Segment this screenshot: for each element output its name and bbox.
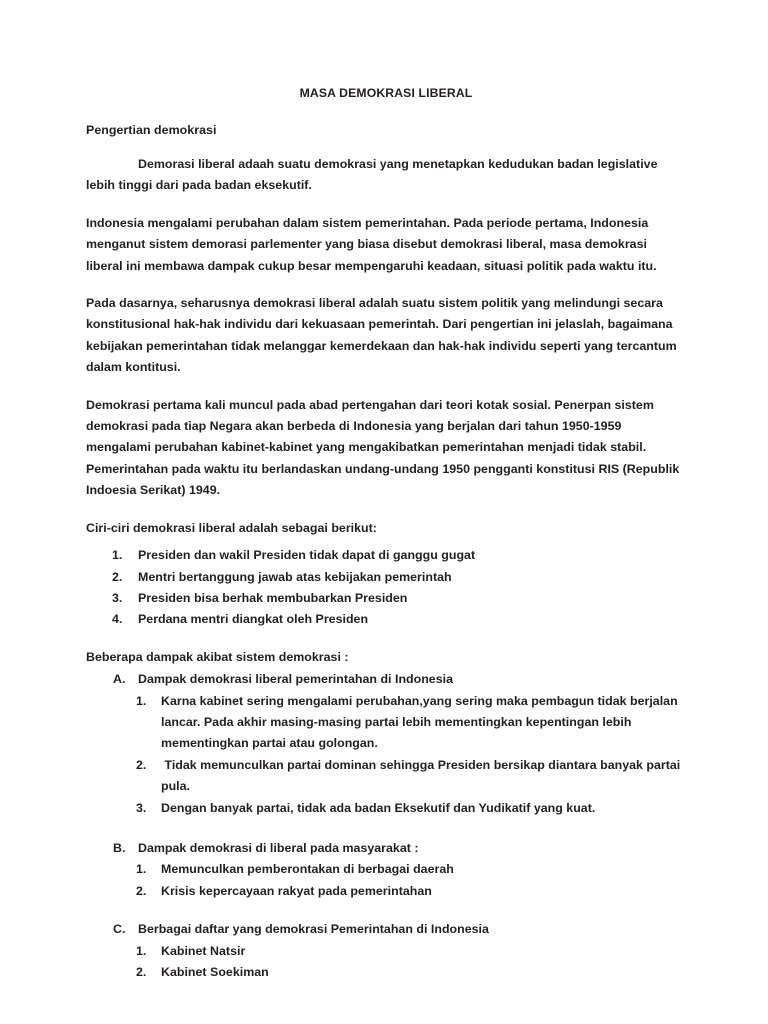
- list-marker: 2.: [136, 757, 147, 772]
- list-item: [86, 919, 686, 983]
- list-item-text: Tidak memunculkan partai dominan sehingga Presiden bersikap diantara banyak partai pula.: [161, 757, 684, 794]
- list-item-text: Mentri bertanggung jawab atas kebijakan pemerintah: [138, 569, 452, 584]
- list-item-text: Presiden dan wakil Presiden tidak dapat di ganggu gugat: [138, 548, 476, 563]
- paragraph-principles: Pada dasarnya, seharusnya demokrasi liberal adalah suatu sistem politik yang melindungi secara konstitusional hak-hak individu dari kekuasaan pemerintah. Dari pengertian ini jelaslah, bagaimana kebijakan pemerintahan tidak melanggar kemerdekaan dan hak-hak individu seperti yang tercantum dalam kontitusi.: [86, 296, 677, 375]
- list-marker: C.: [113, 922, 126, 937]
- paragraph-definition: Demorasi liberal adaah suatu demokrasi yang menetapkan kedudukan badan legislative lebih tinggi dari pada badan eksekutif.: [86, 157, 658, 193]
- list-item-text: Memunculkan pemberontakan di berbagai daerah: [161, 862, 454, 877]
- list-marker: 3.: [112, 590, 123, 605]
- paragraph-history: Indonesia mengalami perubahan dalam sistem pemerintahan. Pada periode pertama, Indonesia menganut sistem demorasi parlementer yang biasa disebut demokrasi liberal, masa demokrasi liberal ini membawa dampak cukup besar mempengaruhi keadaan, situasi politik pada waktu itu.: [86, 215, 657, 273]
- list-marker: 4.: [112, 612, 123, 627]
- list-item-text: Dengan banyak partai, tidak ada badan Eksekutif dan Yudikatif yang kuat.: [161, 800, 596, 815]
- list-marker: 1.: [136, 943, 147, 958]
- list-item-text: Krisis kepercayaan rakyat pada pemerintahan: [161, 883, 432, 898]
- section-subheading: Pengertian demokrasi: [86, 123, 217, 137]
- list-item: [138, 859, 686, 880]
- spacer: [86, 902, 686, 919]
- page-title: MASA DEMOKRASI LIBERAL: [299, 86, 473, 100]
- list-item: [138, 755, 686, 798]
- list-marker: B.: [113, 840, 126, 855]
- list-item: [86, 545, 686, 566]
- list-marker: A.: [113, 672, 126, 687]
- list-item-text: Perdana mentri diangkat oleh Presiden: [138, 612, 369, 627]
- sub-list: [138, 941, 686, 984]
- dampak-group-c: [86, 919, 686, 983]
- sub-list: [138, 691, 686, 819]
- list-item: [86, 669, 686, 819]
- list-item: [138, 881, 686, 902]
- list-item: [86, 609, 686, 630]
- dampak-lead-in: Beberapa dampak akibat sistem demokrasi :: [86, 649, 349, 664]
- dampak-group-a: [86, 669, 686, 819]
- ciri-list: [86, 545, 686, 631]
- group-title: Dampak demokrasi liberal pemerintahan di Indonesia: [138, 672, 453, 687]
- list-marker: 2.: [112, 569, 123, 584]
- list-item: [138, 691, 686, 755]
- list-item-text: Karna kabinet sering mengalami perubahan,yang sering maka pembagun tidak berjalan lancar. Pada akhir masing-masing partai lebih mementingkan kepentingan lebih mementingkan partai atau golongan.: [161, 693, 682, 751]
- list-item: [138, 798, 686, 819]
- dampak-group-b: [86, 838, 686, 902]
- spacer: [86, 819, 686, 838]
- list-marker: 3.: [136, 800, 147, 815]
- list-item-text: Kabinet Soekiman: [161, 965, 269, 979]
- list-item: [138, 962, 686, 983]
- list-item-text: Kabinet Natsir: [161, 943, 246, 958]
- list-item-text: Presiden bisa berhak membubarkan Presiden: [138, 590, 408, 605]
- list-item: [86, 838, 686, 902]
- list-marker: 1.: [136, 693, 147, 708]
- sub-list: [138, 859, 686, 902]
- list-item: [86, 588, 686, 609]
- list-marker: 2.: [136, 965, 147, 979]
- list-marker: 1.: [136, 862, 147, 877]
- list-item: [138, 941, 686, 962]
- ciri-lead-in: Ciri-ciri demokrasi liberal adalah sebagai berikut:: [86, 520, 377, 535]
- list-marker: 2.: [136, 883, 147, 898]
- paragraph-origins: Demokrasi pertama kali muncul pada abad pertengahan dari teori kotak sosial. Penerpan sistem demokrasi pada tiap Negara akan berbeda di Indonesia yang berjalan dari tahun 1950-1959 mengalami perubahan kabinet-kabinet yang mengakibatkan pemerintahan menjadi tidak stabil. Pemerintahan pada waktu itu berlandaskan undang-undang 1950 pengganti konstitusi RIS (Republik Indoesia Serikat) 1949.: [86, 397, 680, 498]
- list-marker: 1.: [112, 548, 123, 563]
- group-title: Dampak demokrasi di liberal pada masyarakat :: [138, 840, 419, 855]
- list-item: [86, 567, 686, 588]
- group-title: Berbagai daftar yang demokrasi Pemerintahan di Indonesia: [138, 922, 489, 937]
